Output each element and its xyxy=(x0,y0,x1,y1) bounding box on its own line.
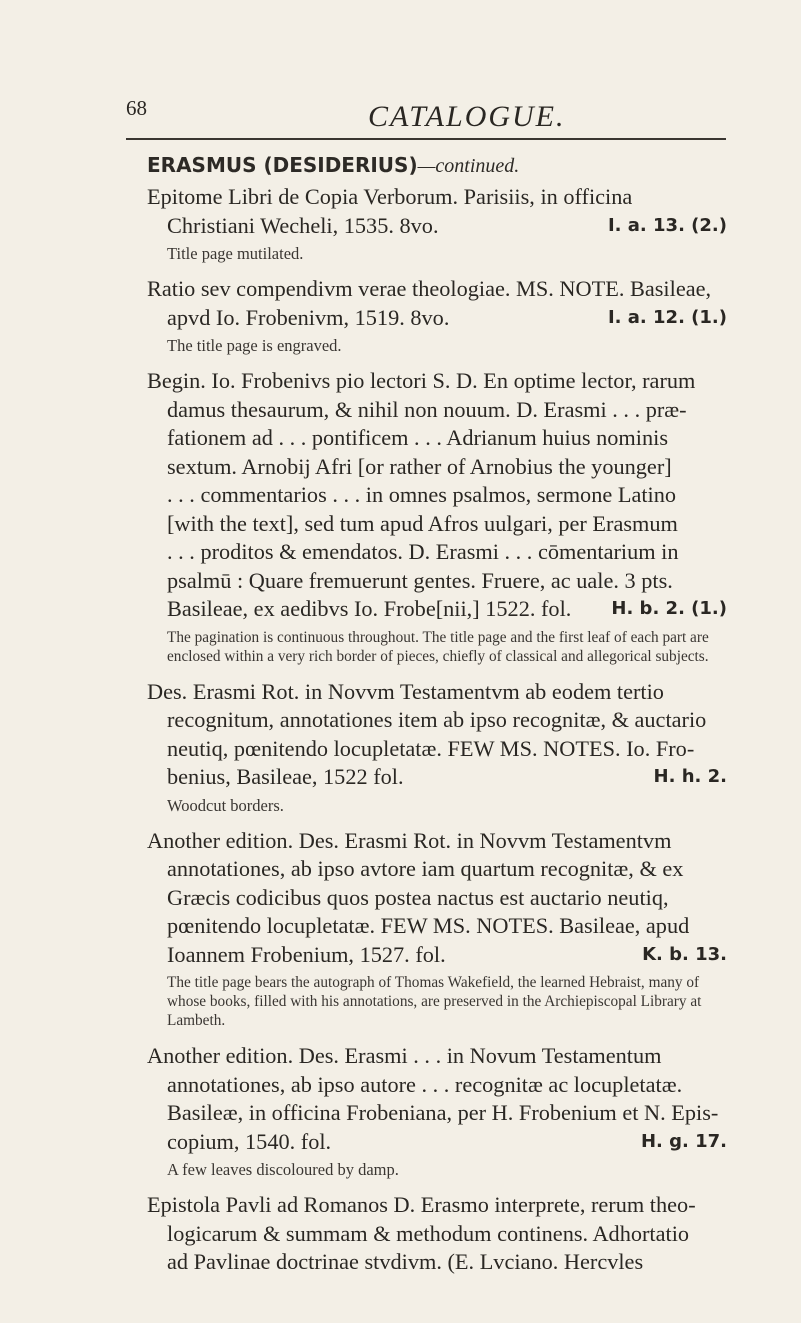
entry-note: A few leaves discoloured by damp. xyxy=(167,1160,399,1179)
entry-line: Basileæ, in officina Frobeniana, per H. Frobenium et N. Epis- xyxy=(167,1100,719,1125)
entry-line: ad Pavlinae doctrinae stvdivm. (E. Lvciano. Hercvles xyxy=(167,1249,644,1274)
entry-line xyxy=(147,763,727,792)
entry-line: annotationes, ab ipso autore . . . recognitæ ac locupletatæ. xyxy=(167,1071,683,1097)
running-title: CATALOGUE. xyxy=(368,100,566,133)
entry-line xyxy=(147,212,727,241)
shelfmark: I. a. 13. (2.) xyxy=(607,214,727,236)
entry-line xyxy=(147,595,727,624)
entry-line xyxy=(147,1128,727,1157)
shelfmark: H. h. 2. xyxy=(653,766,727,787)
entry-line: fationem ad . . . pontificem . . . Adrianum huius nominis xyxy=(167,425,668,450)
catalogue-entry xyxy=(147,367,727,666)
entry-line: Epistola Pavli ad Romanos D. Erasmo interprete, rerum theo- xyxy=(147,1192,696,1217)
entry-line: Des. Erasmi Rot. in Novvm Testamentvm ab eodem tertio xyxy=(147,678,664,704)
entry-line: psalmū : Quare fremuerunt gentes. Fruere, ac uale. 3 pts. xyxy=(167,567,673,593)
entry-line: Another edition. Des. Erasmi . . . in Novum Testamentum xyxy=(147,1043,662,1068)
entry-line: recognitum, annotationes item ab ipso recognitæ, & auctario xyxy=(167,707,707,732)
entry-line: Another edition. Des. Erasmi Rot. in Novvm Testamentvm xyxy=(147,827,672,853)
shelfmark: K. b. 13. xyxy=(642,943,727,965)
shelfmark: H. g. 17. xyxy=(640,1130,727,1152)
author-heading xyxy=(147,150,727,181)
entry-line-text: Ioannem Frobenium, 1527. fol. xyxy=(167,941,446,967)
entry-line: Begin. Io. Frobenivs pio lectori S. D. En optime lector, rarum xyxy=(147,368,696,393)
entry-line: logicarum & summam & methodum continens. Adhortatio xyxy=(167,1220,690,1246)
entry-line: . . . commentarios . . . in omnes psalmos, sermone Latino xyxy=(167,482,677,507)
entry-line-text: apvd Io. Frobenivm, 1519. 8vo. xyxy=(167,304,450,330)
entry-note: The title page bears the autograph of Thomas Wakefield, the learned Hebraist, many of whose books, filled with his annotations, are preserved in the Archiepiscopal Library at Lambeth. xyxy=(167,974,702,1029)
entry-line: Ratio sev compendivm verae theologiae. MS. NOTE. Basileae, xyxy=(147,276,712,301)
entry-line: Epitome Libri de Copia Verborum. Parisiis, in officina xyxy=(147,184,633,209)
catalogue-entry xyxy=(147,183,727,263)
entry-note: Title page mutilated. xyxy=(167,244,304,263)
entry-line-text: Christiani Wecheli, 1535. 8vo. xyxy=(167,212,439,238)
page-header xyxy=(126,96,761,136)
entry-note: The pagination is continuous throughout. The title page and the first leaf of each part are enclosed within a very rich border of pieces, chiefly of classical and allegorical subjects. xyxy=(167,628,709,665)
entry-line: . . . proditos & emendatos. D. Erasmi . . . cōmentarium in xyxy=(167,539,679,564)
entry-line: neutiq, pœnitendo locupletatæ. FEW MS. NOTES. Io. Fro- xyxy=(167,735,695,761)
entry-note: Woodcut borders. xyxy=(167,795,284,815)
entry-line-text: Basileae, ex aedibvs Io. Frobe[nii,] 1522. fol. xyxy=(167,596,572,621)
entry-line-text: benius, Basileae, 1522 fol. xyxy=(167,764,404,789)
entry-line-text: copium, 1540. fol. xyxy=(167,1128,332,1154)
catalogue-body xyxy=(147,150,727,1277)
shelfmark: I. a. 12. (1.) xyxy=(607,306,727,328)
catalogue-entry xyxy=(147,1191,727,1277)
entry-line: [with the text], sed tum apud Afros uulgari, per Erasmum xyxy=(167,510,678,536)
entry-line: sextum. Arnobij Afri [or rather of Arnobius the younger] xyxy=(167,453,672,479)
catalogue-entry xyxy=(147,1042,727,1179)
shelfmark: H. b. 2. (1.) xyxy=(611,598,727,619)
entry-line xyxy=(147,941,727,970)
entry-line: annotationes, ab ipso avtore iam quartum recognitæ, & ex xyxy=(167,856,684,881)
entry-line: Græcis codicibus quos postea nactus est auctario neutiq, xyxy=(167,884,669,910)
author-name: ERASMUS (DESIDERIUS) xyxy=(147,153,418,177)
entry-note: The title page is engraved. xyxy=(167,336,342,355)
catalogue-entry xyxy=(147,827,727,1031)
header-rule xyxy=(126,138,726,140)
continued-label: —continued. xyxy=(417,155,520,177)
entry-line: damus thesaurum, & nihil non nouum. D. Erasmi . . . præ- xyxy=(167,396,687,422)
catalogue-entry xyxy=(147,678,727,815)
entry-line: pœnitendo locupletatæ. FEW MS. NOTES. Basileae, apud xyxy=(167,913,690,938)
catalogue-entry xyxy=(147,275,727,355)
page-number: 68 xyxy=(126,96,147,120)
entry-line xyxy=(147,304,727,333)
